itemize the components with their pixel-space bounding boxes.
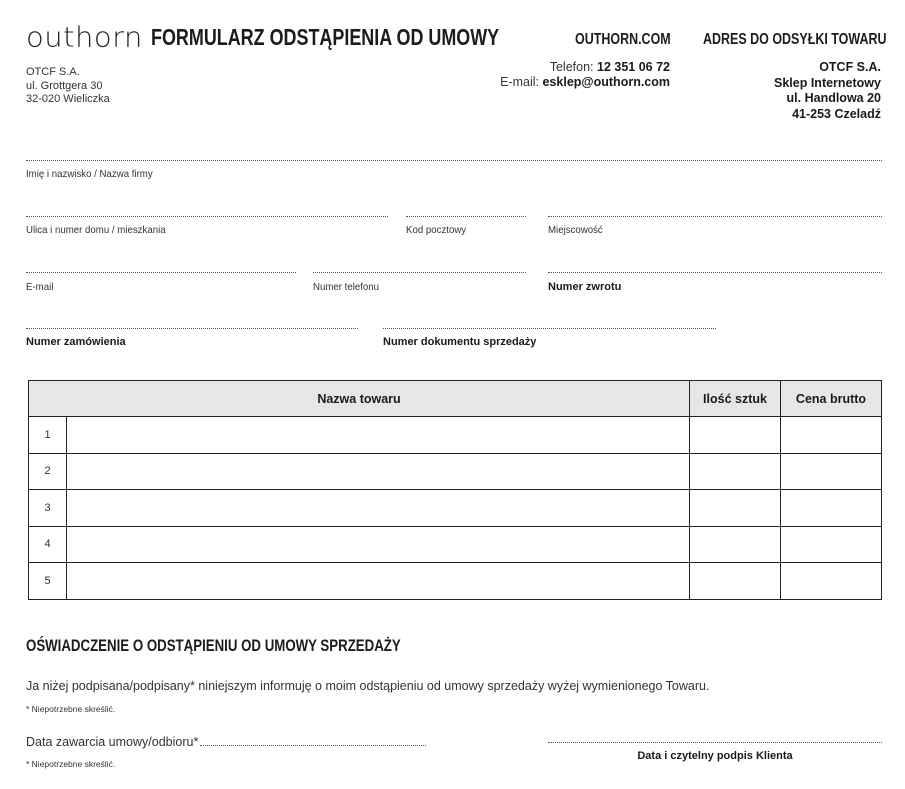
order-number-field[interactable]: [26, 328, 358, 329]
sales-document-field[interactable]: [383, 328, 716, 329]
shipping-address-line: 41-253 Czeladź: [792, 106, 881, 121]
contract-date-label: Data zawarcia umowy/odbioru*: [26, 735, 199, 749]
table-row: [29, 417, 882, 454]
company-address-line: ul. Grottgera 30: [26, 79, 103, 92]
table-header-row: [29, 381, 882, 417]
signature-field[interactable]: [548, 742, 882, 743]
statement-title: OŚWIADCZENIE O ODSTĄPIENIU OD UMOWY SPRZEDAŻY: [26, 636, 401, 655]
email-field-label: E-mail: [26, 281, 54, 293]
statement-text: Ja niżej podpisana/podpisany* niniejszym informuję o moim odstąpieniu od umowy sprzedaży wyżej wymienionego Towaru.: [26, 679, 710, 693]
price-cell[interactable]: [781, 526, 882, 563]
city-field[interactable]: [548, 216, 882, 217]
quantity-cell[interactable]: [690, 490, 781, 527]
company-address-line: 32-020 Wieliczka: [26, 93, 110, 105]
return-number-field[interactable]: [548, 272, 882, 273]
column-header-item-name: Nazwa towaru: [29, 381, 690, 417]
item-name-cell[interactable]: [67, 563, 690, 600]
shipping-address-line: Sklep Internetowy: [774, 75, 881, 90]
phone-field-label: Numer telefonu: [313, 281, 380, 293]
row-number: 1: [29, 417, 67, 454]
phone-line: [500, 60, 670, 75]
order-number-label: Numer zamówienia: [26, 336, 126, 348]
quantity-cell[interactable]: [690, 453, 781, 490]
phone-value: 12 351 06 72: [597, 60, 670, 74]
footnote: * Niepotrzebne skreślić.: [26, 704, 116, 714]
table-row: [29, 453, 882, 490]
contract-date-field[interactable]: [200, 745, 426, 746]
phone-field[interactable]: [313, 272, 526, 273]
phone-label: Telefon:: [549, 60, 594, 74]
item-name-cell[interactable]: [67, 526, 690, 563]
footnote: * Niepotrzebne skreślić.: [26, 759, 116, 769]
item-name-cell[interactable]: [67, 453, 690, 490]
column-header-quantity: Ilość sztuk: [690, 381, 781, 417]
price-cell[interactable]: [781, 563, 882, 600]
price-cell[interactable]: [781, 490, 882, 527]
shipping-address-line: OTCF S.A.: [819, 60, 881, 74]
row-number: 4: [29, 526, 67, 563]
table-row: [29, 490, 882, 527]
price-cell[interactable]: [781, 453, 882, 490]
company-address-line: OTCF S.A.: [26, 66, 80, 78]
row-number: 5: [29, 563, 67, 600]
postal-code-field[interactable]: [406, 216, 526, 217]
street-label: Ulica i numer domu / mieszkania: [26, 224, 166, 236]
item-name-cell[interactable]: [67, 417, 690, 454]
shipping-address-line: ul. Handlowa 20: [786, 91, 881, 105]
website-link[interactable]: OUTHORN.COM: [575, 31, 671, 48]
return-number-label: Numer zwrotu: [548, 281, 622, 293]
email-line: [500, 75, 670, 90]
items-table: [28, 380, 882, 600]
sales-document-label: Numer dokumentu sprzedaży: [383, 336, 537, 348]
quantity-cell[interactable]: [690, 563, 781, 600]
email-field[interactable]: [26, 272, 296, 273]
email-label: E-mail:: [500, 75, 540, 89]
table-row: [29, 526, 882, 563]
column-header-price: Cena brutto: [781, 381, 882, 417]
quantity-cell[interactable]: [690, 526, 781, 563]
email-value[interactable]: esklep@outhorn.com: [542, 75, 670, 89]
city-label: Miejscowość: [548, 224, 603, 236]
page-title: FORMULARZ ODSTĄPIENIA OD UMOWY: [151, 24, 500, 50]
outhorn-logo: outhorn: [26, 20, 143, 54]
row-number: 2: [29, 453, 67, 490]
street-field[interactable]: [26, 216, 388, 217]
row-number: 3: [29, 490, 67, 527]
table-row: [29, 563, 882, 600]
shipping-address: [774, 60, 881, 122]
quantity-cell[interactable]: [690, 417, 781, 454]
postal-code-label: Kod pocztowy: [406, 224, 467, 236]
price-cell[interactable]: [781, 417, 882, 454]
name-label: Imię i nazwisko / Nazwa firmy: [26, 168, 153, 180]
shipping-address-title: ADRES DO ODSYŁKI TOWARU: [703, 31, 887, 48]
signature-label: Data i czytelny podpis Klienta: [637, 750, 793, 762]
name-field[interactable]: [26, 160, 882, 161]
contact-info: [500, 60, 670, 90]
item-name-cell[interactable]: [67, 490, 690, 527]
company-address: [26, 66, 110, 107]
